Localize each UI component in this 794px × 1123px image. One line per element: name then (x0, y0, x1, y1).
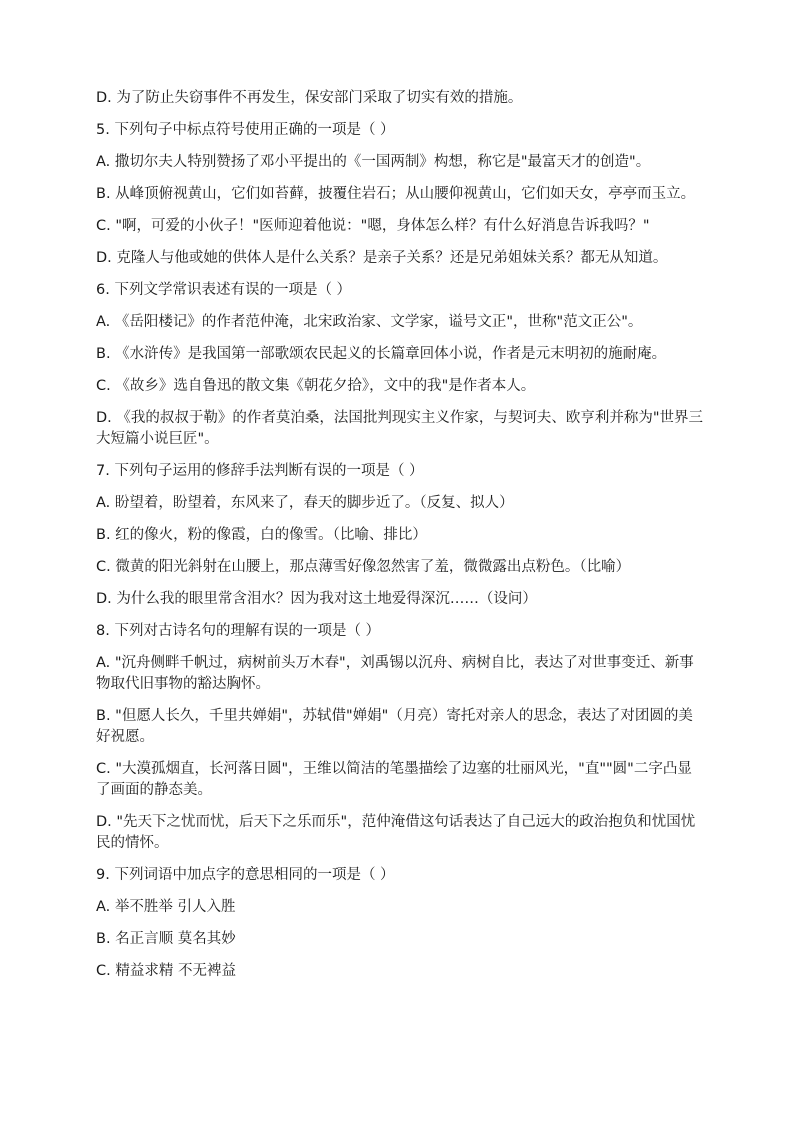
option-c-q9: C. 精益求精 不无裨益 (96, 963, 236, 979)
option-b-q8: B. "但愿人长久，千里共婵娟"，苏轼借"婵娟"（月亮）寄托对亲人的思念，表达了对团圆的美好祝愿。 (96, 708, 693, 745)
option-b-q5: B. 从峰顶俯视黄山，它们如苔藓，披覆住岩石；从山腰仰视黄山，它们如天女，亭亭而玉立。 (96, 186, 696, 202)
option-c-q5: C. "啊，可爱的小伙子！"医师迎着他说："嗯，身体怎么样？有什么好消息告诉我吗？" (96, 218, 650, 234)
question-6: 6. 下列文学常识表述有误的一项是（ ） (96, 282, 352, 298)
question-9: 9. 下列词语中加点字的意思相同的一项是（ ） (96, 867, 395, 883)
option-d-q4: D. 为了防止失窃事件不再发生，保安部门采取了切实有效的措施。 (96, 90, 523, 106)
option-c-q8: C. "大漠孤烟直，长河落日圆"，王维以简洁的笔墨描绘了边塞的壮丽风光，"直""圆"二字凸显了画面的静态美。 (96, 761, 692, 798)
option-a-q5: A. 撒切尔夫人特别赞扬了邓小平提出的《一国两制》构想，称它是"最富天才的创造"。 (96, 154, 651, 170)
option-b-q6: B. 《水浒传》是我国第一部歌颂农民起义的长篇章回体小说，作者是元末明初的施耐庵。 (96, 346, 667, 362)
question-8: 8. 下列对古诗名句的理解有误的一项是（ ） (96, 623, 381, 639)
option-b-q9: B. 名正言顺 莫名其妙 (96, 931, 236, 947)
option-c-q6: C. 《故乡》选自鲁迅的散文集《朝花夕拾》，文中的我"是作者本人。 (96, 378, 536, 394)
option-b-q7: B. 红的像火，粉的像霞，白的像雪。（比喻、排比） (96, 527, 427, 543)
option-d-q5: D. 克隆人与他或她的供体人是什么关系？是亲子关系？还是兄弟姐妹关系？都无从知道。 (96, 250, 668, 266)
question-5: 5. 下列句子中标点符号使用正确的一项是（ ） (96, 122, 395, 138)
document-page (96, 88, 706, 993)
option-a-q6: A. 《岳阳楼记》的作者范仲淹，北宋政治家、文学家，谥号文正"，世称"范文正公"。 (96, 314, 643, 330)
option-d-q6: D. 《我的叔叔于勒》的作者莫泊桑，法国批判现实主义作家，与契诃夫、欧亨利并称为"世界三大短篇小说巨匠"。 (96, 410, 704, 447)
option-d-q7: D. 为什么我的眼里常含泪水？因为我对这土地爱得深沉……（设问） (96, 591, 537, 607)
question-7: 7. 下列句子运用的修辞手法判断有误的一项是（ ） (96, 463, 424, 479)
option-a-q9: A. 举不胜举 引人入胜 (96, 899, 236, 915)
option-c-q7: C. 微黄的阳光斜射在山腰上，那点薄雪好像忽然害了羞，微微露出点粉色。（比喻） (96, 559, 631, 575)
option-a-q7: A. 盼望着，盼望着，东风来了，春天的脚步近了。（反复、拟人） (96, 495, 514, 511)
option-a-q8: A. "沉舟侧畔千帆过，病树前头万木春"，刘禹锡以沉舟、病树自比，表达了对世事变迁、新事物取代旧事物的豁达胸怀。 (96, 655, 694, 692)
option-d-q8: D. "先天下之忧而忧，后天下之乐而乐"，范仲淹借这句话表达了自己远大的政治抱负和忧国忧民的情怀。 (96, 814, 696, 851)
